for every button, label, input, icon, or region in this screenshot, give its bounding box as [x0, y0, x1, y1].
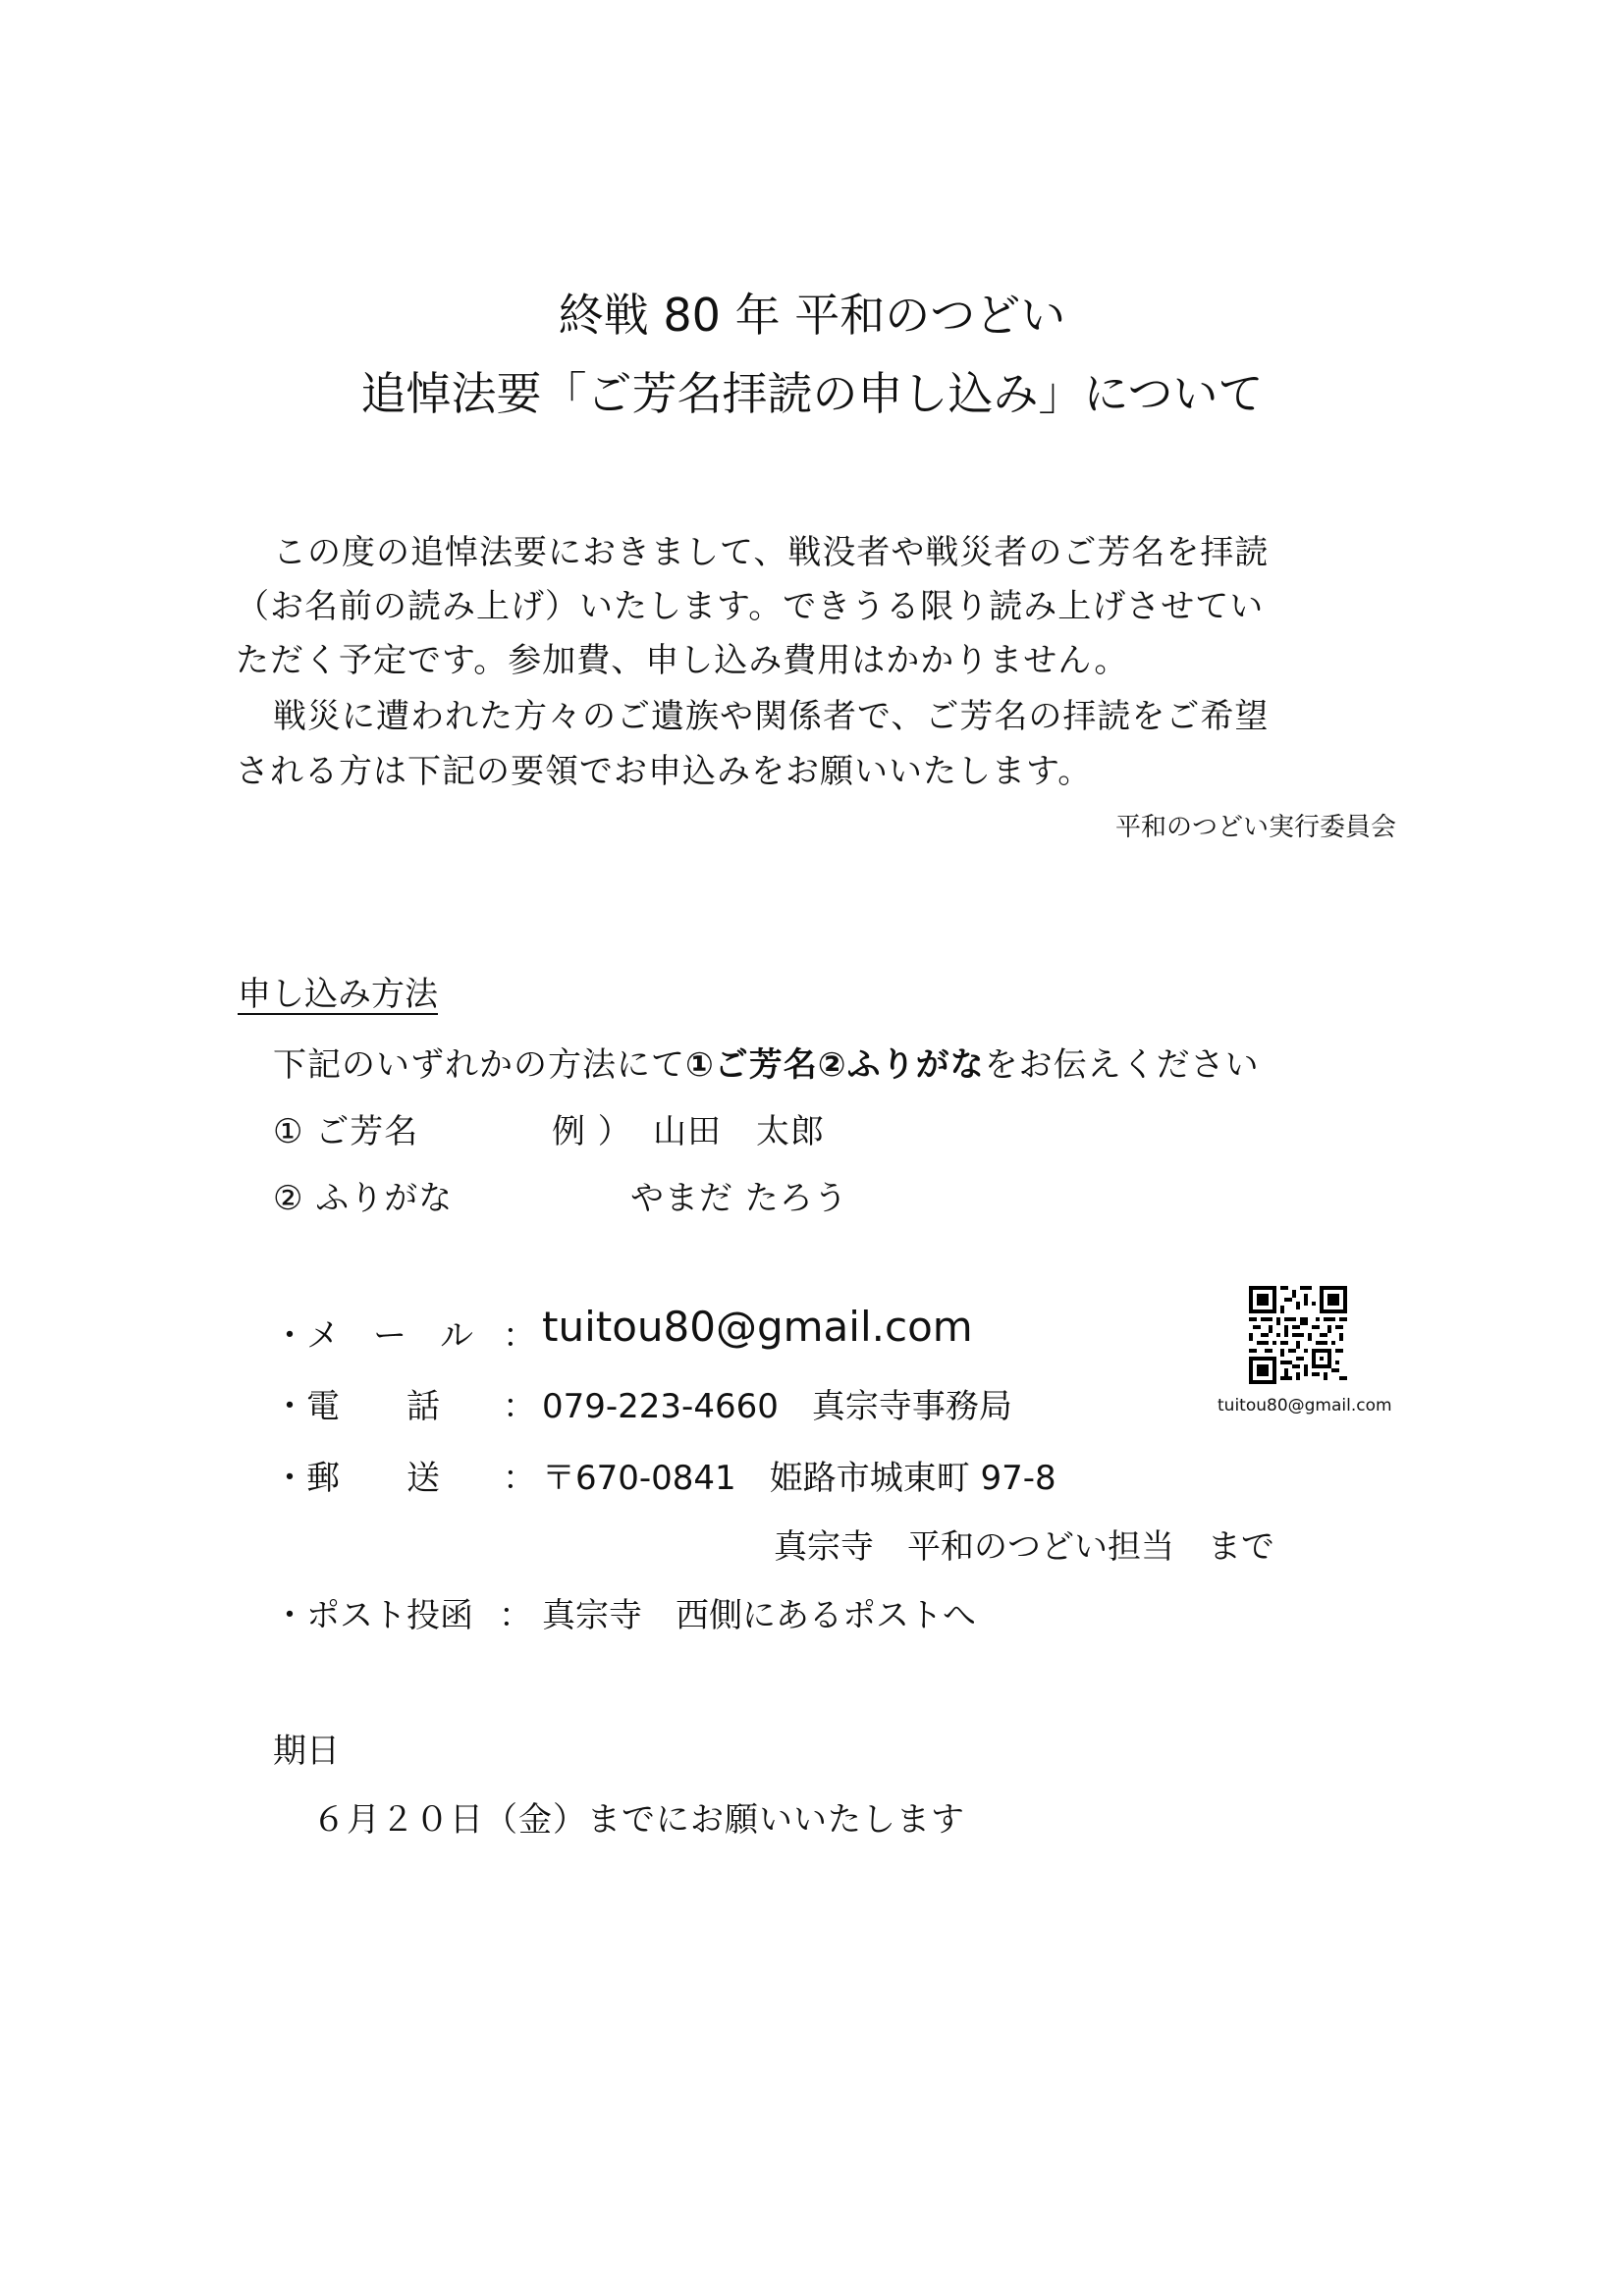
signature: 平和のつどい実行委員会: [1114, 813, 1396, 842]
mail-separator: ：: [503, 1316, 536, 1356]
post-separator: ：: [503, 1459, 536, 1498]
mail-label: ・メ ー ル: [273, 1316, 473, 1356]
example-prefix: 例 ）: [552, 1112, 632, 1151]
title-line-2: 追悼法要「ご芳名拝読の申し込み」について: [360, 367, 1264, 420]
method-instruction: 下記のいずれかの方法にて①ご芳名②ふりがなをお伝えください: [273, 1045, 1260, 1085]
deadline-heading: 期日: [273, 1732, 340, 1771]
post-address: 〒670-0841 姫路市城東町 97-8: [542, 1459, 1056, 1498]
method-heading: 申し込み方法: [238, 975, 438, 1014]
post-label: ・郵 送: [273, 1459, 440, 1498]
intro-line-3: ただく予定です。参加費、申し込み費用はかかりません。: [236, 641, 1129, 680]
deadline-text: ６月２０日（金）までにお願いいたします: [312, 1800, 965, 1840]
postbox-separator: ：: [499, 1596, 532, 1635]
title-line-1: 終戦 80 年 平和のつどい: [558, 289, 1066, 342]
qr-caption: tuitou80@gmail.com: [1218, 1396, 1392, 1415]
example-kana: やまだ たろう: [630, 1179, 848, 1218]
intro-line-2: （お名前の読み上げ）いたします。できうる限り読み上げさせてい: [236, 587, 1265, 626]
example-name: 山田 太郎: [653, 1112, 825, 1151]
mail-address[interactable]: tuitou80@gmail.com: [542, 1303, 973, 1351]
example-kana-label: ② ふりがな: [273, 1179, 454, 1218]
post-recipient: 真宗寺 平和のつどい担当 まで: [774, 1527, 1274, 1567]
qr-code-icon[interactable]: [1249, 1286, 1347, 1384]
intro-line-5: される方は下記の要領でお申込みをお願いいたします。: [236, 752, 1093, 791]
phone-label: ・電 話: [273, 1387, 440, 1426]
example-name-label: ① ご芳名: [273, 1112, 419, 1151]
postbox-location: 真宗寺 西側にあるポストへ: [542, 1596, 976, 1635]
postbox-label: ・ポスト投函: [273, 1596, 473, 1635]
phone-separator: ：: [503, 1387, 536, 1426]
phone-number: 079-223-4660 真宗寺事務局: [542, 1387, 1012, 1426]
intro-line-4: 戦災に遭われた方々のご遺族や関係者で、ご芳名の拝読をご希望: [273, 697, 1270, 736]
intro-line-1: この度の追悼法要におきまして、戦没者や戦災者のご芳名を拝読: [273, 533, 1270, 572]
